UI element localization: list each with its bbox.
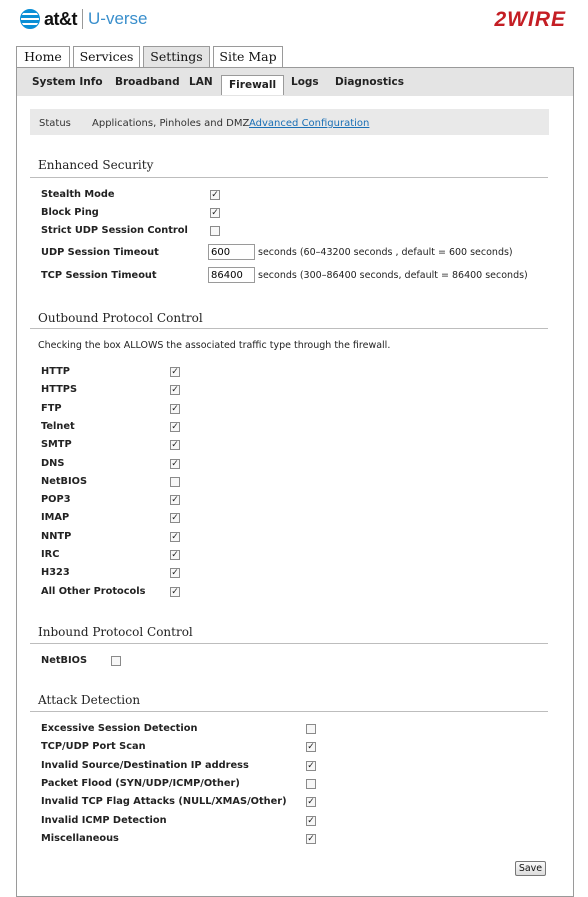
- outbound-protocol-checkbox[interactable]: ✓: [171, 403, 179, 414]
- outbound-protocol-checkbox[interactable]: ✓: [171, 513, 179, 524]
- outbound-protocol-checkbox[interactable]: ✓: [171, 495, 179, 506]
- outbound-protocol-label: SMTP: [41, 439, 72, 451]
- section-title-outbound: Outbound Protocol Control: [38, 311, 203, 325]
- outbound-protocol-label: Telnet: [41, 420, 75, 432]
- subtab-system-info[interactable]: System Info: [32, 76, 103, 88]
- tab-services[interactable]: Services: [73, 46, 140, 67]
- outbound-protocol-label: NNTP: [41, 530, 72, 542]
- section-title-inbound: Inbound Protocol Control: [38, 625, 193, 639]
- outbound-protocol-checkbox[interactable]: ✓: [171, 586, 179, 597]
- udp-timeout-input[interactable]: [208, 244, 255, 260]
- attack-detection-checkbox[interactable]: [306, 724, 316, 734]
- strict-udp-label: Strict UDP Session Control: [41, 225, 188, 236]
- attack-detection-label: Miscellaneous: [41, 832, 119, 844]
- subtab-firewall[interactable]: Firewall: [221, 75, 284, 95]
- attack-detection-checkbox[interactable]: ✓: [307, 797, 315, 808]
- attack-detection-checkbox[interactable]: ✓: [307, 833, 315, 844]
- outbound-protocol-label: H323: [41, 567, 70, 579]
- tcp-timeout-input[interactable]: [208, 267, 255, 283]
- subtab-broadband[interactable]: Broadband: [115, 76, 180, 88]
- outbound-protocol-checkbox[interactable]: [170, 477, 180, 487]
- block-ping-label: Block Ping: [41, 207, 99, 218]
- tab-site-map[interactable]: Site Map: [213, 46, 283, 67]
- outbound-protocol-checkbox[interactable]: ✓: [171, 440, 179, 451]
- attack-detection-label: Invalid Source/Destination IP address: [41, 759, 249, 771]
- section-title-attack-detection: Attack Detection: [38, 693, 141, 707]
- subtab-logs[interactable]: Logs: [291, 76, 319, 88]
- outbound-protocol-label: NetBIOS: [41, 475, 88, 487]
- subnav-applications[interactable]: Applications, Pinholes and DMZ: [92, 118, 250, 129]
- subnav-advanced-configuration[interactable]: Advanced Configuration: [249, 118, 370, 129]
- attack-detection-checkbox[interactable]: ✓: [307, 760, 315, 771]
- section-divider: [30, 328, 548, 329]
- attack-detection-checkbox[interactable]: ✓: [307, 742, 315, 753]
- attack-detection-label: Packet Flood (SYN/UDP/ICMP/Other): [41, 777, 240, 789]
- outbound-protocol-checkbox[interactable]: ✓: [171, 458, 179, 469]
- subtab-diagnostics[interactable]: Diagnostics: [335, 76, 404, 88]
- outbound-protocol-checkbox[interactable]: ✓: [171, 568, 179, 579]
- outbound-protocol-label: HTTPS: [41, 384, 78, 396]
- logo-divider: [82, 9, 83, 29]
- outbound-protocol-checkbox[interactable]: ✓: [171, 550, 179, 560]
- outbound-protocol-label: IMAP: [41, 512, 70, 524]
- att-globe-icon: [20, 9, 40, 29]
- stealth-mode-label: Stealth Mode: [41, 189, 115, 200]
- outbound-protocol-label: DNS: [41, 457, 65, 469]
- outbound-protocol-label: HTTP: [41, 366, 70, 377]
- 2wire-logo: 2WIRE: [494, 8, 566, 31]
- outbound-protocol-checkbox[interactable]: ✓: [171, 385, 179, 396]
- tcp-timeout-hint: seconds (300–86400 seconds, default = 86400 seconds): [258, 270, 528, 281]
- tab-home[interactable]: Home: [16, 46, 70, 67]
- inbound-netbios-label: NetBIOS: [41, 655, 88, 666]
- udp-timeout-label: UDP Session Timeout: [41, 247, 159, 258]
- outbound-protocol-checkbox[interactable]: ✓: [171, 531, 179, 542]
- attack-detection-label: TCP/UDP Port Scan: [41, 741, 146, 753]
- attack-detection-label: Excessive Session Detection: [41, 723, 198, 734]
- outbound-protocol-checkbox[interactable]: ✓: [171, 421, 179, 432]
- outbound-protocol-label: IRC: [41, 549, 60, 560]
- outbound-protocol-label: POP3: [41, 494, 71, 506]
- strict-udp-checkbox[interactable]: [210, 226, 220, 236]
- outbound-description: Checking the box ALLOWS the associated traffic type through the firewall.: [38, 340, 391, 351]
- uverse-text: U-verse: [88, 9, 148, 28]
- stealth-mode-checkbox[interactable]: ✓: [211, 190, 219, 200]
- udp-timeout-hint: seconds (60–43200 seconds , default = 600 seconds): [258, 247, 513, 258]
- tcp-timeout-label: TCP Session Timeout: [41, 270, 157, 281]
- section-divider: [30, 177, 548, 178]
- block-ping-checkbox[interactable]: ✓: [211, 208, 219, 218]
- att-brand-text: at&t: [44, 8, 77, 29]
- att-uverse-logo: [20, 6, 148, 32]
- attack-detection-checkbox[interactable]: [306, 779, 316, 789]
- attack-detection-label: Invalid TCP Flag Attacks (NULL/XMAS/Other): [41, 796, 287, 808]
- section-title-enhanced-security: Enhanced Security: [38, 158, 154, 172]
- outbound-protocol-label: FTP: [41, 402, 62, 414]
- attack-detection-label: Invalid ICMP Detection: [41, 814, 167, 826]
- subtab-lan[interactable]: LAN: [189, 76, 213, 88]
- outbound-protocol-checkbox[interactable]: ✓: [171, 367, 179, 377]
- inbound-netbios-checkbox[interactable]: [111, 656, 121, 666]
- tab-settings[interactable]: Settings: [143, 46, 210, 68]
- section-divider: [30, 643, 548, 644]
- outbound-protocol-label: All Other Protocols: [41, 585, 146, 597]
- attack-detection-checkbox[interactable]: ✓: [307, 815, 315, 826]
- save-button[interactable]: Save: [515, 861, 546, 876]
- subnav-status[interactable]: Status: [39, 118, 71, 129]
- section-divider: [30, 711, 548, 712]
